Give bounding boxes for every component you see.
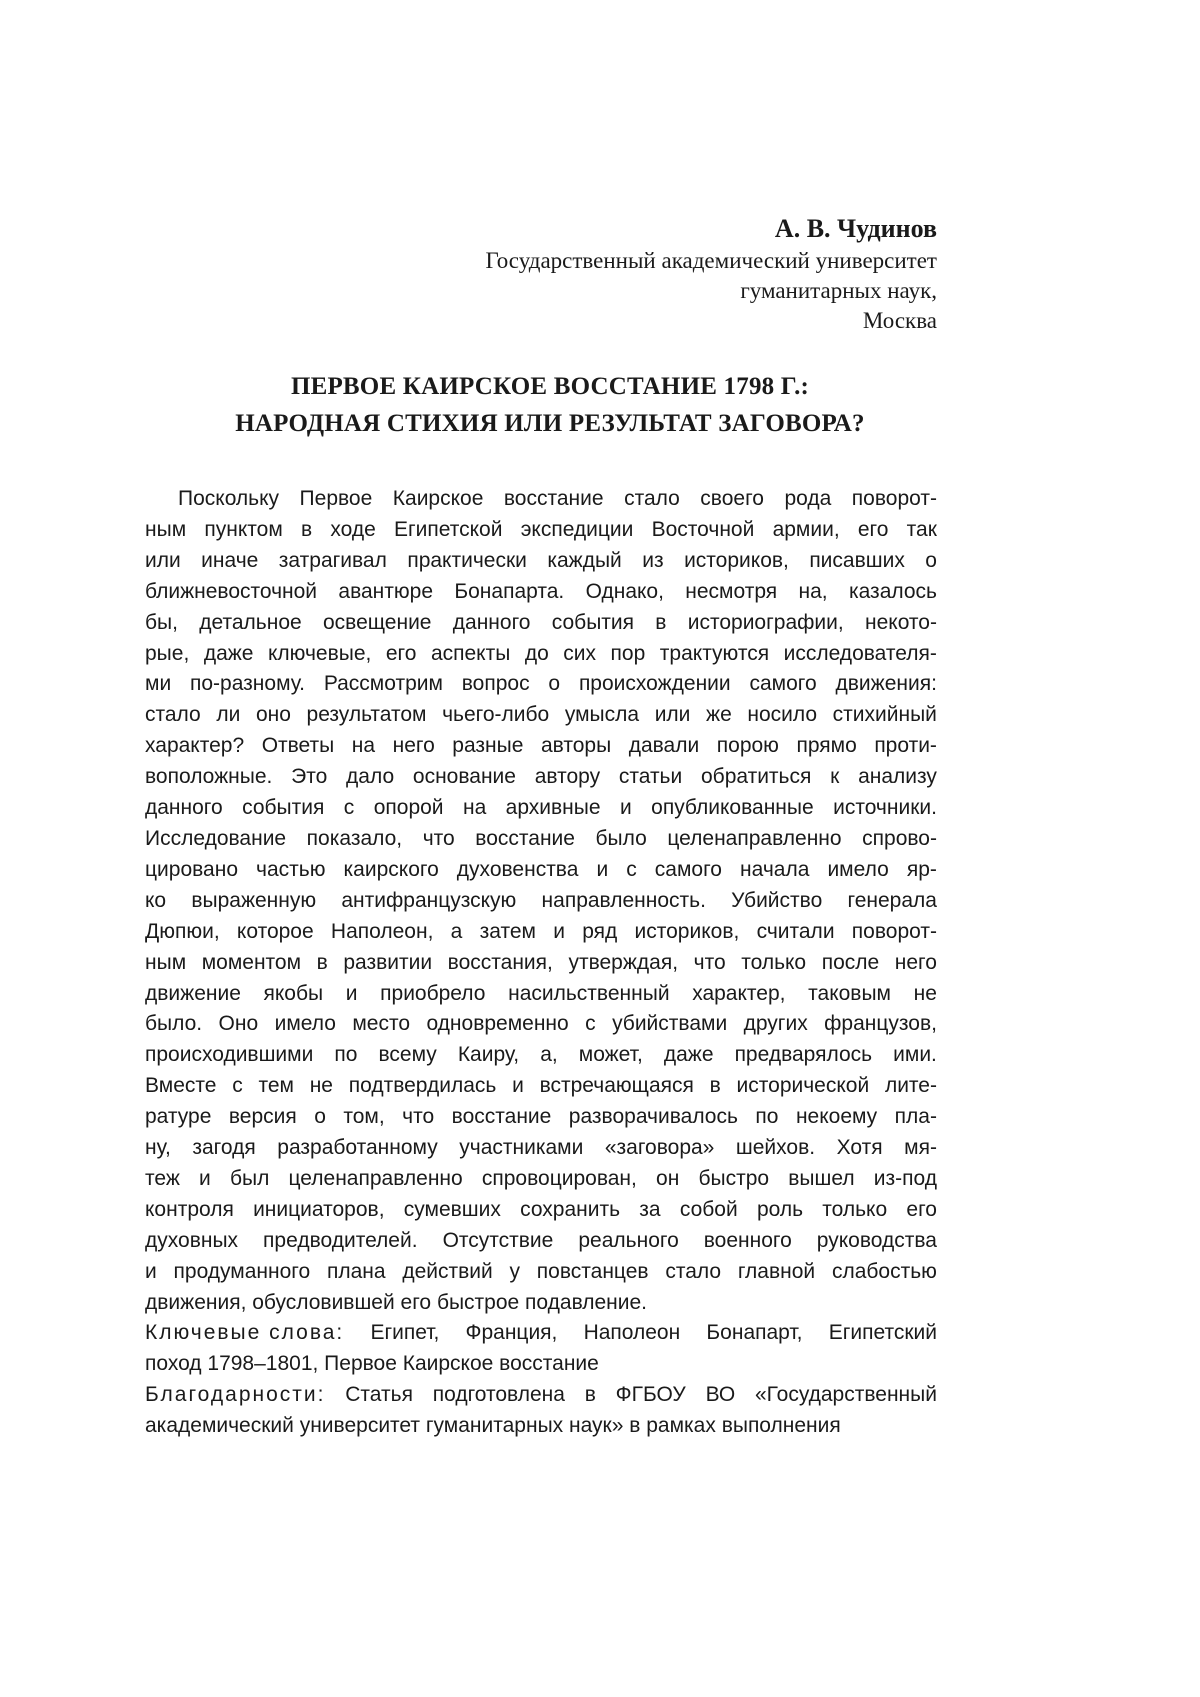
word: с [585, 1012, 596, 1036]
word: в [316, 950, 328, 974]
word: Наполеон, [330, 919, 434, 943]
abstract [145, 484, 937, 1442]
keywords-label-wrap [145, 1318, 344, 1349]
word: и [199, 1166, 211, 1190]
word: что [402, 1105, 435, 1129]
abstract-line [145, 669, 937, 700]
word: характер, [692, 981, 786, 1005]
word: может, [578, 1043, 643, 1067]
word: происхождении [578, 672, 731, 696]
word: генерала [847, 888, 937, 912]
word: о [548, 672, 561, 696]
word: участниками [459, 1136, 584, 1160]
keywords-line-2 [145, 1349, 937, 1380]
word: носило [747, 703, 818, 727]
word: Египетской [394, 517, 503, 541]
word: якобы [263, 981, 324, 1005]
abstract-line [145, 886, 937, 917]
word: лите- [884, 1074, 937, 1098]
word: а [450, 919, 463, 943]
word: ли [216, 703, 241, 727]
abstract-line [145, 979, 937, 1010]
word: до [524, 641, 549, 665]
word: частью [256, 857, 326, 881]
word: движение [145, 981, 241, 1005]
abstract-line [145, 948, 937, 979]
word: вышел [788, 1166, 855, 1190]
abstract-line [145, 484, 937, 515]
abstract-line [145, 1071, 937, 1102]
word: духовенства [456, 857, 579, 881]
acknowledgments-text-2: академический университет гуманитарных наук» в рамках выполнения [145, 1414, 841, 1438]
word: о [314, 1105, 326, 1129]
word: трактуются [659, 641, 770, 665]
word: убийствами [612, 1012, 728, 1036]
word: только [741, 950, 807, 974]
word: оно [255, 703, 291, 727]
word: других [743, 1012, 808, 1036]
word: историографии, [687, 610, 844, 634]
word: Убийство [731, 888, 823, 912]
word: Однако, [585, 579, 664, 603]
word: Поскольку [178, 487, 280, 510]
word: одновременно [426, 1012, 569, 1036]
abstract-line [145, 855, 937, 886]
word: спрово- [862, 826, 937, 850]
abstract-line [145, 577, 937, 608]
word: Франция, [465, 1321, 558, 1345]
word: имело [827, 857, 889, 881]
word: в [655, 610, 667, 634]
word: Рассмотрим [323, 672, 443, 696]
word: армии, [772, 517, 840, 541]
word: сохранить [520, 1197, 621, 1221]
word: ну, [145, 1136, 171, 1160]
word: освещение [322, 610, 432, 634]
word: духовных [145, 1228, 239, 1252]
word: затрагивал [278, 548, 387, 572]
word: подготовлена [432, 1383, 565, 1407]
abstract-line [145, 700, 937, 731]
word: сумевших [403, 1197, 501, 1221]
word: поворот- [851, 487, 937, 510]
word: анализу [858, 765, 937, 789]
author-block [485, 212, 937, 336]
word: историков, [634, 919, 740, 943]
word: у [509, 1259, 521, 1283]
word: ным [145, 950, 187, 974]
word: Ответы [261, 734, 335, 758]
word: разные [452, 734, 524, 758]
word: тем [258, 1074, 294, 1098]
word: восстание [451, 1105, 552, 1129]
word: был [229, 1166, 270, 1190]
word: целенаправленно [288, 1166, 463, 1190]
word: только [822, 1197, 888, 1221]
word: экспедиции [520, 517, 634, 541]
word: действий [402, 1259, 493, 1283]
word: не [913, 981, 937, 1005]
word: показало, [306, 826, 403, 850]
word: рода [784, 487, 832, 510]
word: из [642, 548, 664, 572]
word: движения: [835, 672, 937, 696]
word: Отсутствие [442, 1228, 554, 1252]
word: моментом [201, 950, 302, 974]
word: бы, [145, 610, 178, 634]
abstract-line [145, 1226, 937, 1257]
word: выраженную [191, 888, 317, 912]
word: французов, [824, 1012, 937, 1036]
word: имело [274, 1012, 336, 1036]
word: ближневосточной [145, 579, 318, 603]
abstract-line [145, 546, 937, 577]
word: восстание [475, 826, 575, 850]
word: Первое [299, 487, 373, 510]
word: его [857, 517, 889, 541]
word: за [639, 1197, 661, 1221]
word: роль [756, 1197, 804, 1221]
word: по [334, 1043, 358, 1067]
word: авторы [540, 734, 612, 758]
abstract-line [145, 731, 937, 762]
word: происходившими [145, 1043, 314, 1067]
word: ходе [330, 517, 376, 541]
acknowledgments-label: Благодарности: [145, 1383, 326, 1407]
word: стало [624, 487, 680, 510]
word: направленность. [541, 888, 706, 912]
word: мя- [904, 1136, 937, 1160]
word: версия [228, 1105, 297, 1129]
word: не [309, 1074, 333, 1098]
word: иначе [201, 548, 259, 572]
word: события [551, 610, 635, 634]
word: него [392, 734, 435, 758]
word: историков, [684, 548, 789, 572]
word: что [422, 826, 455, 850]
word: после [821, 950, 880, 974]
word: детальное [199, 610, 302, 634]
word: о [925, 548, 937, 572]
word: к [830, 765, 840, 789]
word: насильственный [508, 981, 670, 1005]
word: развитии [343, 950, 433, 974]
abstract-line [145, 1133, 937, 1164]
word: и [512, 1074, 524, 1098]
word: автору [534, 765, 601, 789]
article-title [0, 368, 1100, 442]
author-name: А. В. Чудинов [774, 214, 937, 243]
word: он [656, 1166, 680, 1190]
keywords-text-2: поход 1798–1801, Первое Каирское восстание [145, 1352, 599, 1376]
abstract-line [145, 917, 937, 948]
word: руководства [816, 1228, 937, 1252]
word: опубликованные [651, 796, 814, 820]
abstract-line [145, 793, 937, 824]
word: по-разному. [190, 672, 305, 696]
word: характер? [145, 734, 245, 758]
word: исторической [736, 1074, 870, 1098]
word: что [693, 950, 726, 974]
word: приобрело [380, 981, 486, 1005]
word: утверждая, [568, 950, 679, 974]
word: главной [737, 1259, 816, 1283]
word: и [553, 919, 565, 943]
word: Статья [345, 1383, 413, 1407]
abstract-line [145, 1164, 937, 1195]
word: некото- [865, 610, 937, 634]
word: или [654, 703, 691, 727]
word: него [894, 950, 937, 974]
word: цировано [145, 857, 238, 881]
word: чьего-либо [442, 703, 550, 727]
word: самого [654, 857, 722, 881]
word: и [619, 796, 632, 820]
word: реального [578, 1228, 679, 1252]
word: обратиться [700, 765, 812, 789]
word: на [351, 734, 376, 758]
word: архивные [505, 796, 601, 820]
word: целенаправленно [667, 826, 842, 850]
word: яр- [906, 857, 937, 881]
word: считали [756, 919, 835, 943]
word: слабостью [831, 1259, 937, 1283]
word: с [626, 857, 637, 881]
word: загодя [192, 1136, 256, 1160]
word: события [242, 796, 325, 820]
word: порою [716, 734, 779, 758]
word: давали [628, 734, 700, 758]
word: Каирское [392, 487, 484, 510]
word: рые, [145, 641, 190, 665]
word: Дюпюи, [145, 919, 220, 943]
word: инициаторов, [253, 1197, 385, 1221]
word: на, [798, 579, 828, 603]
word: его [385, 641, 417, 665]
word: ВО [705, 1383, 736, 1407]
word: теж [145, 1166, 180, 1190]
word: Египет, [370, 1321, 440, 1345]
word: так [906, 517, 937, 541]
word: некоему [795, 1105, 878, 1129]
word: предводителей. [263, 1228, 418, 1252]
word: начала [740, 857, 810, 881]
word: пор [610, 641, 646, 665]
word: писавших [809, 548, 905, 572]
acknowledgments-label-wrap [145, 1380, 325, 1411]
keywords-line [145, 1318, 937, 1349]
word: пла- [894, 1105, 937, 1129]
affiliation-city: Москва [862, 308, 937, 333]
word: которое [236, 919, 314, 943]
word: с [232, 1074, 243, 1098]
word: собой [679, 1197, 738, 1221]
word: из-под [873, 1166, 937, 1190]
word: своего [700, 487, 764, 510]
word: Исследование [145, 826, 287, 850]
acknowledgments-line-2 [145, 1411, 937, 1442]
abstract-body [145, 484, 937, 1318]
word: ряд [582, 919, 618, 943]
word: военного [703, 1228, 792, 1252]
affiliation-line: гуманитарных наук, [740, 278, 937, 303]
word: Хотя [836, 1136, 883, 1160]
word: стало [145, 703, 201, 727]
word: ФГБОУ [615, 1383, 686, 1407]
word: таковым [808, 981, 891, 1005]
word: статьи [618, 765, 683, 789]
word: контроля [145, 1197, 234, 1221]
word: по [755, 1105, 779, 1129]
word: а, [540, 1043, 558, 1067]
word: его [906, 1197, 937, 1221]
word: или [145, 548, 181, 572]
affiliation-line: Государственный академический университет [485, 248, 937, 273]
word: стихийный [832, 703, 937, 727]
word: казалось [848, 579, 937, 603]
word: вопрос [461, 672, 530, 696]
word: Каиру, [457, 1043, 520, 1067]
word: дало [346, 765, 395, 789]
word: Это [291, 765, 328, 789]
abstract-line: движения, обусловившей его быстрое подавление. [145, 1290, 648, 1314]
word: пунктом [204, 517, 283, 541]
abstract-line [145, 515, 937, 546]
word: с [343, 796, 355, 820]
word: Восточной [651, 517, 755, 541]
word: «заговора» [604, 1136, 715, 1160]
word: было. [145, 1012, 203, 1036]
word: прямо [796, 734, 857, 758]
word: разработанному [277, 1136, 438, 1160]
word: в [709, 1074, 721, 1098]
word: Вместе [145, 1074, 217, 1098]
abstract-line [145, 608, 937, 639]
abstract-line [145, 1009, 937, 1040]
title-line: ПЕРВОЕ КАИРСКОЕ ВОССТАНИЕ 1798 Г.: [290, 373, 810, 400]
word: встречающаяся [539, 1074, 694, 1098]
word: шейхов. [735, 1136, 816, 1160]
abstract-line [145, 1102, 937, 1133]
word: даже [663, 1043, 714, 1067]
word: Египетский [828, 1321, 937, 1345]
word: спровоцирован, [481, 1166, 637, 1190]
word: место [352, 1012, 411, 1036]
word: авантюре [338, 579, 433, 603]
word: всему [378, 1043, 437, 1067]
word: каждый [547, 548, 622, 572]
word: стало [665, 1259, 722, 1283]
word: на [462, 796, 487, 820]
word: ими. [893, 1043, 937, 1067]
word: Оно [218, 1012, 259, 1036]
word: даже [203, 641, 254, 665]
word: воположные. [145, 765, 273, 789]
word: практически [407, 548, 527, 572]
word: и [345, 981, 358, 1005]
abstract-line [145, 762, 937, 793]
word: умысла [564, 703, 640, 727]
word: поворот- [851, 919, 937, 943]
word: затем [479, 919, 536, 943]
word: несмотря [685, 579, 778, 603]
word: каирского [343, 857, 439, 881]
word: продуманного [173, 1259, 311, 1283]
word: сих [563, 641, 597, 665]
word: проти- [874, 734, 937, 758]
word: ко [145, 888, 167, 912]
word: предварялось [734, 1043, 873, 1067]
word: самого [749, 672, 817, 696]
word: повстанцев [536, 1259, 649, 1283]
word: восстания, [447, 950, 553, 974]
abstract-line [145, 824, 937, 855]
word: быстро [698, 1166, 770, 1190]
word: и [596, 857, 609, 881]
word: Бонапарт, [706, 1321, 803, 1345]
word: плана [326, 1259, 386, 1283]
word: исследователя- [783, 641, 937, 665]
word: данного [145, 796, 223, 820]
word: опорой [373, 796, 444, 820]
word: том, [343, 1105, 385, 1129]
abstract-line [145, 1257, 937, 1288]
word: ратуре [145, 1105, 212, 1129]
word: разворачивалось [568, 1105, 738, 1129]
word: результатом [306, 703, 427, 727]
word: ным [145, 517, 187, 541]
word: подтвердилась [348, 1074, 497, 1098]
abstract-line [145, 639, 937, 670]
abstract-line [145, 1040, 937, 1071]
acknowledgments-line [145, 1380, 937, 1411]
word: в [300, 517, 313, 541]
word: ми [145, 672, 172, 696]
word: и [145, 1259, 157, 1283]
word: же [706, 703, 732, 727]
word: ключевые, [268, 641, 372, 665]
word: источники. [833, 796, 937, 820]
keywords-label: Ключевые слова: [145, 1321, 345, 1345]
word: основание [412, 765, 516, 789]
word: восстание [503, 487, 604, 510]
word: в [584, 1383, 596, 1407]
title-line: НАРОДНАЯ СТИХИЯ ИЛИ РЕЗУЛЬТАТ ЗАГОВОРА? [235, 410, 865, 437]
word: было [595, 826, 647, 850]
abstract-line [145, 1195, 937, 1226]
word: аспекты [430, 641, 511, 665]
word: Наполеон [583, 1321, 681, 1345]
word: данного [452, 610, 531, 634]
word: Бонапарта. [454, 579, 565, 603]
word: «Государственный [755, 1383, 937, 1407]
word: антифранцузскую [341, 888, 517, 912]
